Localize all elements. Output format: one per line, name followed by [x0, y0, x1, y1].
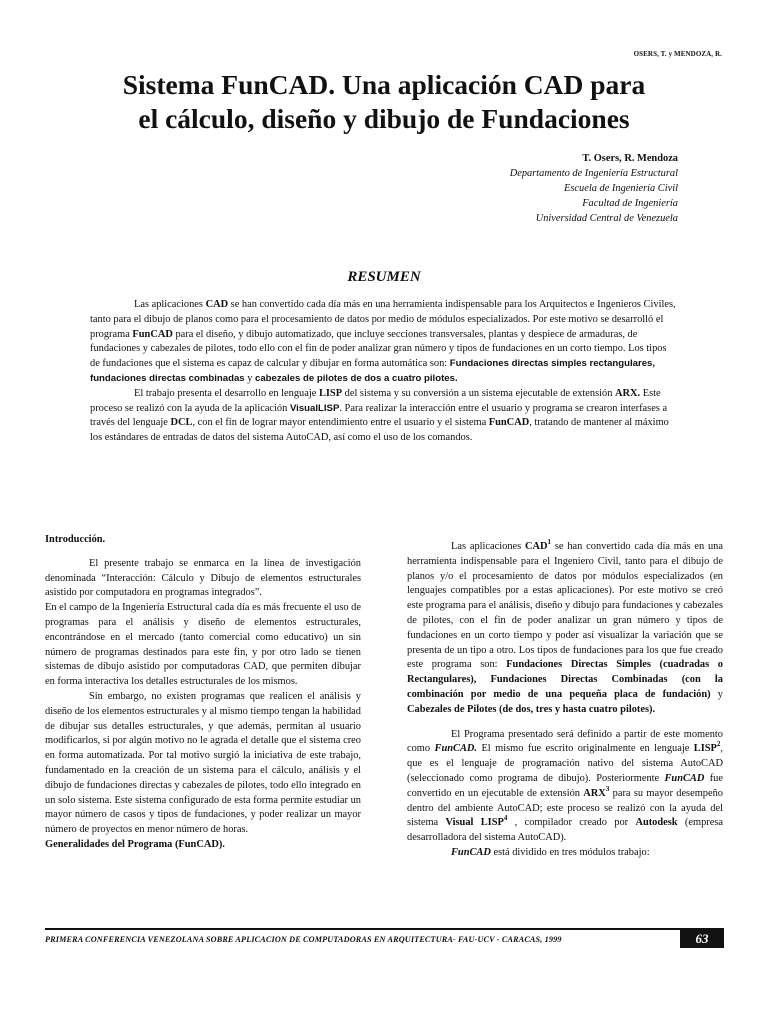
affiliation-university: Universidad Central de Venezuela: [535, 213, 678, 224]
term-autodesk: Autodesk: [635, 817, 678, 829]
footer-conference: PRIMERA CONFERENCIA VENEZOLANA SOBRE APLICACION DE COMPUTADORAS EN ARQUITECTURA- FAU-UCV - CARACAS, 1999: [45, 935, 562, 944]
title-line-2: el cálculo, diseño y dibujo de Fundaciones: [138, 103, 630, 134]
affiliation-faculty: Facultad de Ingeniería: [582, 198, 678, 209]
text-run: Las aplicaciones: [451, 541, 526, 552]
abstract-paragraph-2: [90, 387, 676, 446]
text-run: del sistema y su conversión a un sistema ejecutable de extensión: [342, 387, 616, 399]
foundation-types-emphasis: Fundaciones Directas Simples (cuadradas o Rectangulares), Fundaciones Directas Combinadas (con la combinación por medio de una pequeña placa de fundación): [407, 659, 723, 700]
term-visual-lisp: Visual LISP: [445, 817, 504, 829]
text-run: se han convertido cada día más en una herramienta indispensable para los Arquitectos e Ingenieros Civiles, tanto para el dibujo de planos como para el procesamiento de datos por medio de módulos especializados. Por este motivo se desarrolló el programa: [90, 299, 676, 340]
term-funcad: FunCAD.: [434, 743, 477, 755]
term-cad: CAD: [525, 541, 548, 552]
footer-divider: [45, 928, 724, 930]
text-run: para su mayor desempeño dentro del ambiente AutoCAD; este proceso se realizó con la ayuda del sistema: [407, 787, 723, 829]
text-run: Este proceso se realizó con la ayuda de la aplicación: [90, 387, 661, 414]
term-funcad: FunCAD: [451, 846, 491, 858]
author-block: [510, 151, 678, 226]
title-line-1: Sistema FunCAD. Una aplicación CAD para: [122, 69, 646, 100]
text-run: y: [244, 372, 256, 384]
text-run: . Para realizar la interacción entre el usuario y programa se crearon interfases a través del lenguaje: [90, 402, 668, 429]
text-run: para el diseño, y dibujo automatizado, que incluye secciones transversales, plantas y despiece de armaduras, de fundaciones y cabezales de pilotes, todo ello con el fin de poder analizar gran número y tipos de fundaciones en un corto tiempo. Los tipos de fundaciones que el sistema es capaz de calcular y dibujar en forma automática son:: [90, 328, 667, 370]
text-run: El Programa presentado será definido a partir de este momento como: [407, 728, 723, 755]
footnote-ref: 1: [547, 538, 552, 546]
term-arx: ARX: [583, 787, 606, 799]
text-run: fue convertido en un ejecutable de extensión: [407, 772, 723, 799]
term-funcad: FunCAD: [488, 417, 530, 429]
abstract-heading: RESUMEN: [347, 269, 421, 285]
right-paragraph-3: [407, 846, 723, 861]
running-head: OSERS, T. y MENDOZA, R.: [633, 50, 722, 58]
text-run: , compilador creado por: [507, 817, 636, 829]
right-paragraph-1: [407, 540, 723, 718]
term-funcad: FunCAD: [664, 772, 705, 784]
footnote-ref: 3: [605, 784, 610, 793]
term-arx: ARX.: [615, 387, 641, 399]
pile-caps-emphasis: Cabezales de Pilotes (de dos, tres y hasta cuatro pilotes).: [407, 703, 656, 715]
section-heading-introduccion: Introducción.: [45, 534, 106, 545]
section-heading-generalidades: Generalidades del Programa (FunCAD).: [45, 838, 225, 850]
text-run: (empresa desarrolladora del sistema AutoCAD).: [407, 817, 723, 844]
abstract-paragraph-1: [90, 298, 676, 387]
page-number: 63: [680, 930, 724, 948]
paper-title: [60, 68, 708, 136]
text-run: Las aplicaciones: [134, 299, 206, 310]
left-column: [45, 533, 361, 853]
footnote-ref: 4: [503, 814, 508, 823]
text-run: y: [710, 688, 723, 700]
intro-paragraph-2: En el campo de la Ingeniería Estructural cada día es más frecuente el uso de programas para el análisis y diseño de elementos estructurales, encontrándose en el mercado (tanto comercial como educativo) un sin número de programas destinados para este fin, y por otro lado se tienen sistemas de dibujo asistido por computadoras CAD, que permiten dibujar en forma interactiva los detalles estructurales de los mismos.: [45, 602, 361, 688]
affiliation-department: Departamento de Ingeniería Estructural: [509, 168, 678, 179]
text-run: está dividido en tres módulos trabajo:: [490, 846, 650, 858]
term-visuallisp: VisualLISP: [289, 402, 340, 414]
right-column: [407, 540, 723, 861]
intro-paragraph-3: Sin embargo, no existen programas que realicen el análisis y diseño de los elementos estructurales y al mismo tiempo tengan la habilidad de dibujar sus detalles estructurales, y que además, permitan al usuario modificarlos, si por algún motivo no le agrada el detalle que el sistema creo en forma automatizada. Por tal motivo surgió la iniciativa de este trabajo, fundamentado en la creación de un sistema para el cálculo, análisis y el dibujo de fundaciones directas y cabezales de pilotes, todo ello integrado en un solo sistema. Este sistema configurado de esta forma permite estudiar un mayor número de casos y tipos de fundaciones, y poder realizar un mayor número de proyectos en menor número de horas.: [45, 690, 361, 836]
text-run: , que es el lenguaje de programación nativo del sistema AutoCAD (seleccionado como programa de dibujo). Posteriormente: [407, 743, 724, 784]
author-names: T. Osers, R. Mendoza: [582, 153, 678, 164]
term-cad: CAD: [205, 299, 229, 310]
term-dcl: DCL: [170, 417, 193, 429]
footnote-ref: 2: [716, 740, 721, 749]
pile-caps-emphasis: cabezales de pilotes de dos a cuatro pilotes.: [255, 372, 458, 384]
affiliation-school: Escuela de Ingeniería Civil: [564, 183, 678, 194]
foundation-types-emphasis: Fundaciones directas simples rectangulares, fundaciones directas combinadas: [90, 358, 656, 384]
right-paragraph-2: [407, 728, 723, 846]
text-run: se han convertido cada día más en una herramienta indispensable para el Ingeniero Civil, tanto para el dibujo de planos y/o el procesamiento de datos por módulos especializados (en lenguajes compatibles por a estas aplicaciones). Por este motivo se creó este programa para el análisis, diseño y dibujo para fundaciones y cabezales de pilotes, con el fin de poder analizar un gran número y tipos de fundaciones en un corto tiempo y poder así visualizar la variación que se presenta de un tipo a otro. Los tipos de fundaciones para los que fue creado este programa son:: [407, 541, 723, 671]
abstract-body: [90, 298, 676, 446]
text-run: El trabajo presenta el desarrollo en lenguaje: [134, 387, 319, 399]
intro-paragraph-1: El presente trabajo se enmarca en la línea de investigación denominada “Interacción: Cálculo y Dibujo de elementos estructurales asistido por computadora en programas integrados”.: [45, 557, 361, 599]
term-funcad: FunCAD: [132, 328, 173, 340]
text-run: , tratando de mantener al máximo los estándares de entradas de datos del sistema AutoCAD, así como el uso de los comandos.: [90, 417, 669, 444]
text-run: , con el fin de lograr mayor entendimiento entre el usuario y el sistema: [192, 417, 489, 429]
term-lisp: LISP: [693, 743, 717, 755]
term-lisp: LISP: [318, 387, 343, 399]
text-run: El mismo fue escrito originalmente en lenguaje: [477, 743, 694, 755]
